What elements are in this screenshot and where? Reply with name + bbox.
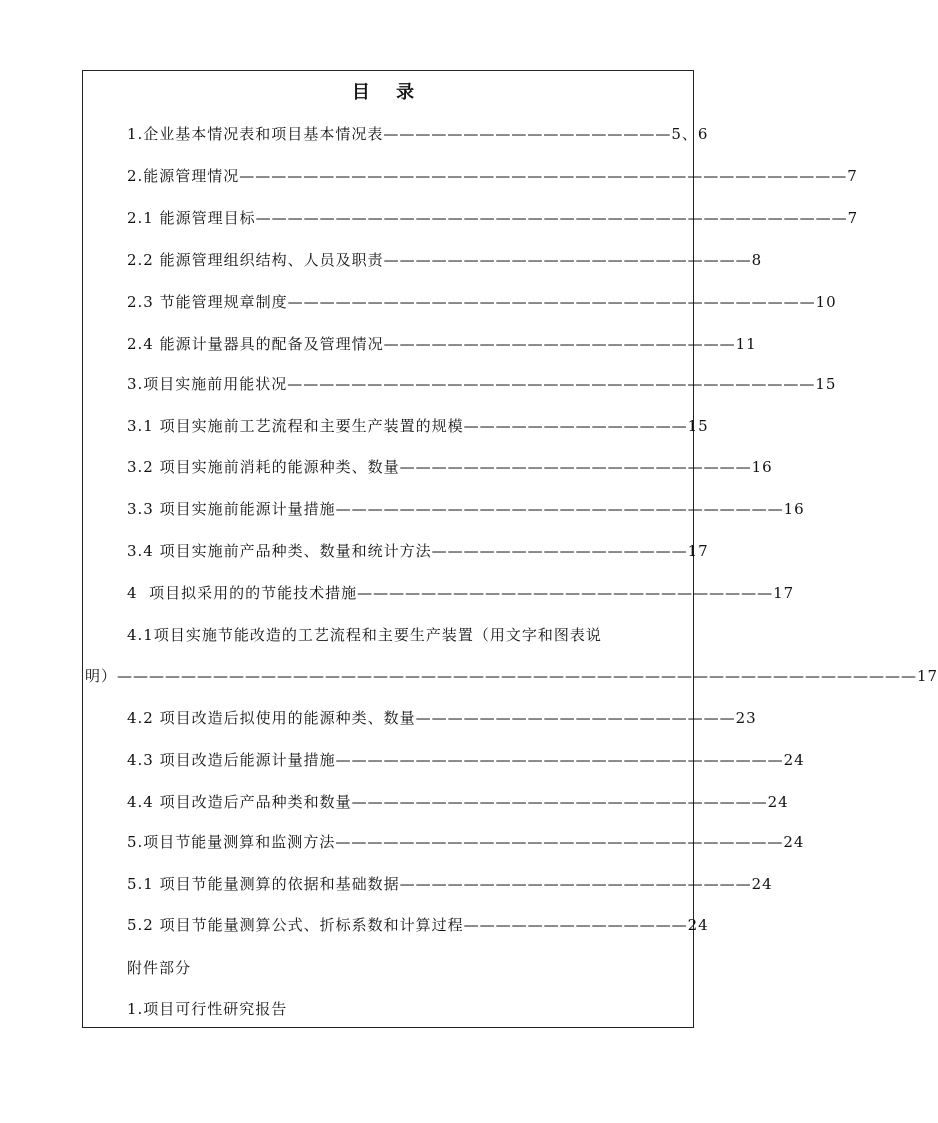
toc-entry[interactable]: 4.2 项目改造后拟使用的能源种类、数量————————————————————23	[127, 709, 757, 727]
toc-entry[interactable]: 2.3 节能管理规章制度—————————————————————————————————10	[127, 293, 837, 311]
appendix-heading: 附件部分	[127, 959, 192, 977]
toc-entry[interactable]: 4.3 项目改造后能源计量措施————————————————————————————24	[127, 751, 805, 769]
toc-entry-continuation[interactable]: 明）——————————————————————————————————————————————————17	[85, 667, 938, 685]
toc-entry[interactable]: 4.4 项目改造后产品种类和数量——————————————————————————24	[127, 793, 789, 811]
toc-entry[interactable]: 1.企业基本情况表和项目基本情况表——————————————————5、6	[127, 125, 709, 143]
toc-entry[interactable]: 2.1 能源管理目标—————————————————————————————————————7	[127, 209, 859, 227]
toc-title: 目 录	[351, 82, 425, 103]
toc-entry[interactable]: 3.1 项目实施前工艺流程和主要生产装置的规模——————————————15	[127, 417, 709, 435]
toc-entry[interactable]: 1.项目可行性研究报告	[127, 1000, 288, 1018]
toc-entry[interactable]: 3.2 项目实施前消耗的能源种类、数量——————————————————————16	[127, 458, 773, 476]
toc-entry[interactable]: 2.能源管理情况——————————————————————————————————————7	[127, 167, 858, 185]
toc-entry[interactable]: 4.1项目实施节能改造的工艺流程和主要生产装置（用文字和图表说	[127, 626, 602, 644]
toc-entry[interactable]: 5.2 项目节能量测算公式、折标系数和计算过程——————————————24	[127, 916, 709, 934]
toc-frame	[82, 70, 938, 1028]
toc-entry[interactable]: 3.项目实施前用能状况—————————————————————————————————15	[127, 375, 837, 393]
toc-entry[interactable]: 5.1 项目节能量测算的依据和基础数据——————————————————————24	[127, 875, 773, 893]
toc-entry[interactable]: 3.3 项目实施前能源计量措施————————————————————————————16	[127, 500, 805, 518]
toc-entry[interactable]: 5.项目节能量测算和监测方法————————————————————————————24	[127, 833, 805, 851]
toc-entry[interactable]: 4 项目拟采用的的节能技术措施——————————————————————————17	[127, 584, 795, 602]
toc-entry[interactable]: 2.4 能源计量器具的配备及管理情况——————————————————————11	[127, 335, 757, 353]
toc-entry[interactable]: 3.4 项目实施前产品种类、数量和统计方法————————————————17	[127, 542, 709, 560]
toc-entry[interactable]: 2.2 能源管理组织结构、人员及职责———————————————————————8	[127, 251, 763, 269]
